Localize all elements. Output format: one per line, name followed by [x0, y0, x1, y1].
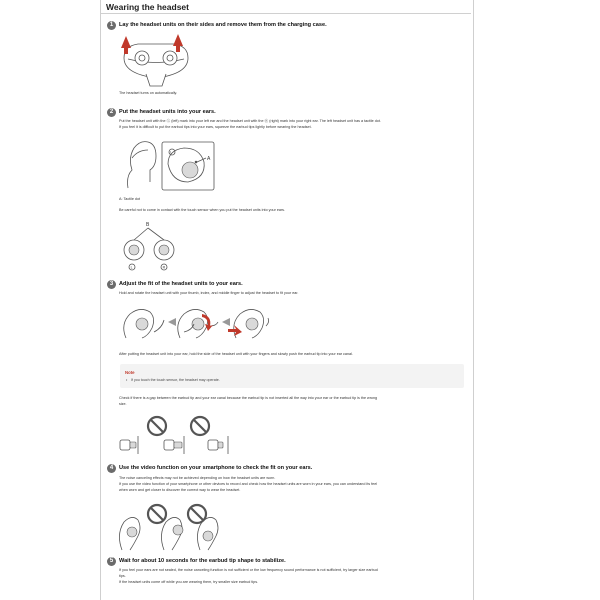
step-2-badge: 2: [107, 108, 116, 117]
bullet-icon: •: [126, 378, 128, 382]
page-title: Wearing the headset: [106, 2, 189, 12]
next-step-arrow-icon: [168, 318, 176, 326]
label-b: B: [146, 222, 150, 228]
step-5-text-3: If the headset units come off while you are wearing them, try smaller size earbud tips.: [119, 580, 259, 584]
touch-sensor-text: Be careful not to come in contact with the touch sensor when you put the headset units into your ears.: [119, 208, 286, 212]
step-2-text-2: If you feel it is difficult to put the earbud tips into your ears, squeeze the earbud tips lightly before wearing the headset.: [119, 125, 312, 129]
label-l-bottom: L: [130, 265, 133, 270]
step-5-text-1: If you feel your ears are not sealed, the noise canceling function is not sufficient or the low frequency sound performance is not sufficient, try larger size earbud: [119, 568, 378, 572]
earbud-gap-illustration: [116, 412, 236, 456]
step-1-title: Lay the headset units on their sides and remove them from the charging case.: [119, 22, 327, 28]
charging-case-illustration: [118, 32, 194, 88]
ear-fit-check-illustration: [116, 500, 222, 552]
step-5-badge: 5: [107, 557, 116, 566]
step-2-title: Put the headset units into your ears.: [119, 109, 216, 115]
step-4-text-2: If you use the video function of your smartphone or other devices to record and check how the headset units are worn in your ears, you can understand its feel: [119, 482, 378, 486]
title-divider: [101, 13, 471, 14]
step-4-title: Use the video function on your smartphone to check the fit on your ears.: [119, 465, 313, 471]
step-4-text-1: The noise canceling effects may not be achieved depending on how the headset units are worn.: [119, 476, 276, 480]
prohibited-icon: [148, 505, 166, 523]
gap-text-2: size.: [119, 402, 127, 406]
step-2-text-1: Put the headset unit with the Ⓛ (left) mark into your left ear and the headset unit with the Ⓡ (right) mark into your right ear. The left headset unit has a tactile dot.: [119, 119, 381, 123]
note-title: Note: [125, 370, 135, 375]
tactile-dot-caption: A: Tactile dot: [119, 197, 141, 201]
step-5-title: Wait for about 10 seconds for the earbud tip shape to stabilize.: [119, 558, 286, 564]
note-text: If you touch the touch sensor, the headset may operate.: [131, 378, 220, 382]
label-a: A: [207, 156, 211, 162]
step-3-after-text: After putting the headset unit into your ear, hold the side of the headset unit with your fingers and slowly push the earbud tip into your ear canal.: [119, 352, 353, 356]
step-3-title: Adjust the fit of the headset units to your ears.: [119, 281, 243, 287]
gap-text-1: Check if there is a gap between the earbud tip and your ear canal because the earbud tip is not inserted all the way into your ear or the earbud tip is the wrong: [119, 396, 378, 400]
step-1-badge: 1: [107, 21, 116, 30]
step-4-text-3: when worn and get closer to discover the correct way to wear the headset.: [119, 488, 241, 492]
step-5-text-2: tips.: [119, 574, 126, 578]
prohibited-icon: [191, 417, 209, 435]
head-with-earbud-illustration: [118, 136, 218, 192]
note-box: [120, 364, 464, 388]
step-3-text: Hold and rotate the headset unit with your thumb, index, and middle finger to adjust the headset to fit your ear.: [119, 291, 299, 295]
prohibited-icon: [148, 417, 166, 435]
step-4-badge: 4: [107, 464, 116, 473]
push-arrow-icon: [228, 325, 242, 336]
step-3-badge: 3: [107, 280, 116, 289]
next-step-arrow-icon: [222, 318, 230, 326]
label-r-bottom: R: [162, 265, 166, 270]
earbuds-touch-sensor-illustration: [118, 218, 182, 272]
step-1-caption: The headset turns on automatically.: [119, 91, 178, 95]
label-l-mark: L: [170, 150, 173, 155]
adjust-fit-illustration: [118, 302, 268, 342]
